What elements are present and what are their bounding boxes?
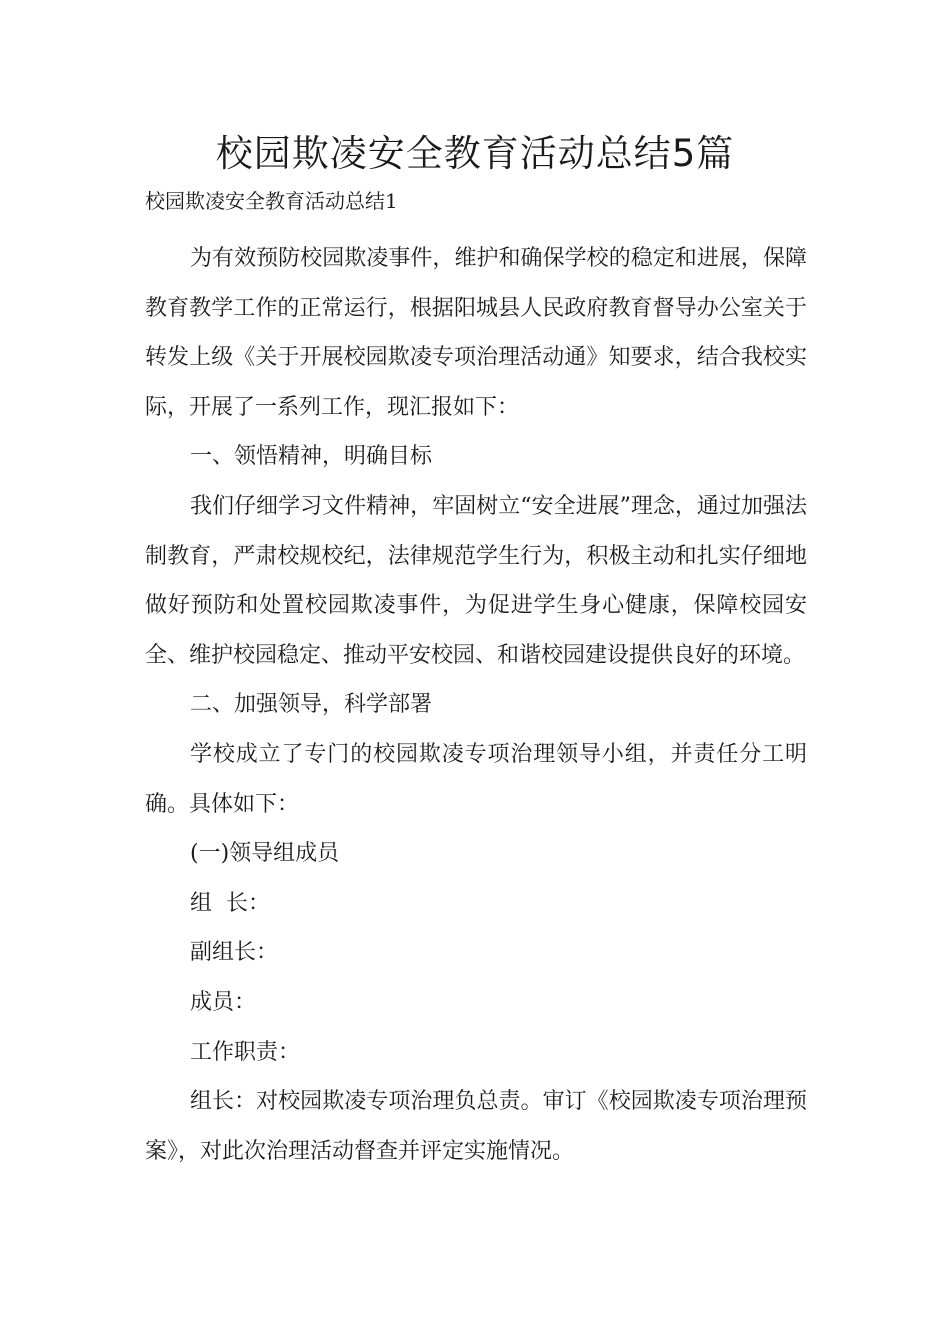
paragraph-leader-duty: 组长：对校园欺凌专项治理负总责。审订《校园欺凌专项治理预案》，对此次治理活动督查并评定实施情况。 [145,1089,807,1164]
section-heading-2: 二、加强领导，科学部署 [190,692,433,718]
section-heading-1: 一、领悟精神，明确目标 [190,444,433,470]
members-label: 成员： [190,989,257,1015]
paragraph-section-1: 我们仔细学习文件精神，牢固树立“安全进展”理念，通过加强法制教育，严肃校规校纪，法律规范学生行为，积极主动和扎实仔细地做好预防和处置校园欺凌事件，为促进学生身心健康，保障校园安全、维护校园稳定、推动平安校园、和谐校园建设提供良好的环境。 [145,493,807,668]
document-subtitle: 校园欺凌安全教育活动总结1 [145,189,398,213]
paragraph-intro: 为有效预防校园欺凌事件，维护和确保学校的稳定和进展，保障教育教学工作的正常运行，根据阳城县人民政府教育督导办公室关于转发上级《关于开展校园欺凌专项治理活动通》知要求，结合我校实际，开展了一系列工作，现汇报如下： [145,246,807,420]
paragraph-section-2: 学校成立了专门的校园欺凌专项治理领导小组，并责任分工明确。具体如下： [145,741,807,817]
document-title: 校园欺凌安全教育活动总结5篇 [215,132,735,175]
document-body [145,234,807,1176]
deputy-leader-label: 副组长： [190,940,279,966]
leader-label: 组 长： [190,890,270,916]
duties-label: 工作职责： [190,1039,301,1065]
subsection-heading-leaders: (一)领导组成员 [190,841,340,867]
